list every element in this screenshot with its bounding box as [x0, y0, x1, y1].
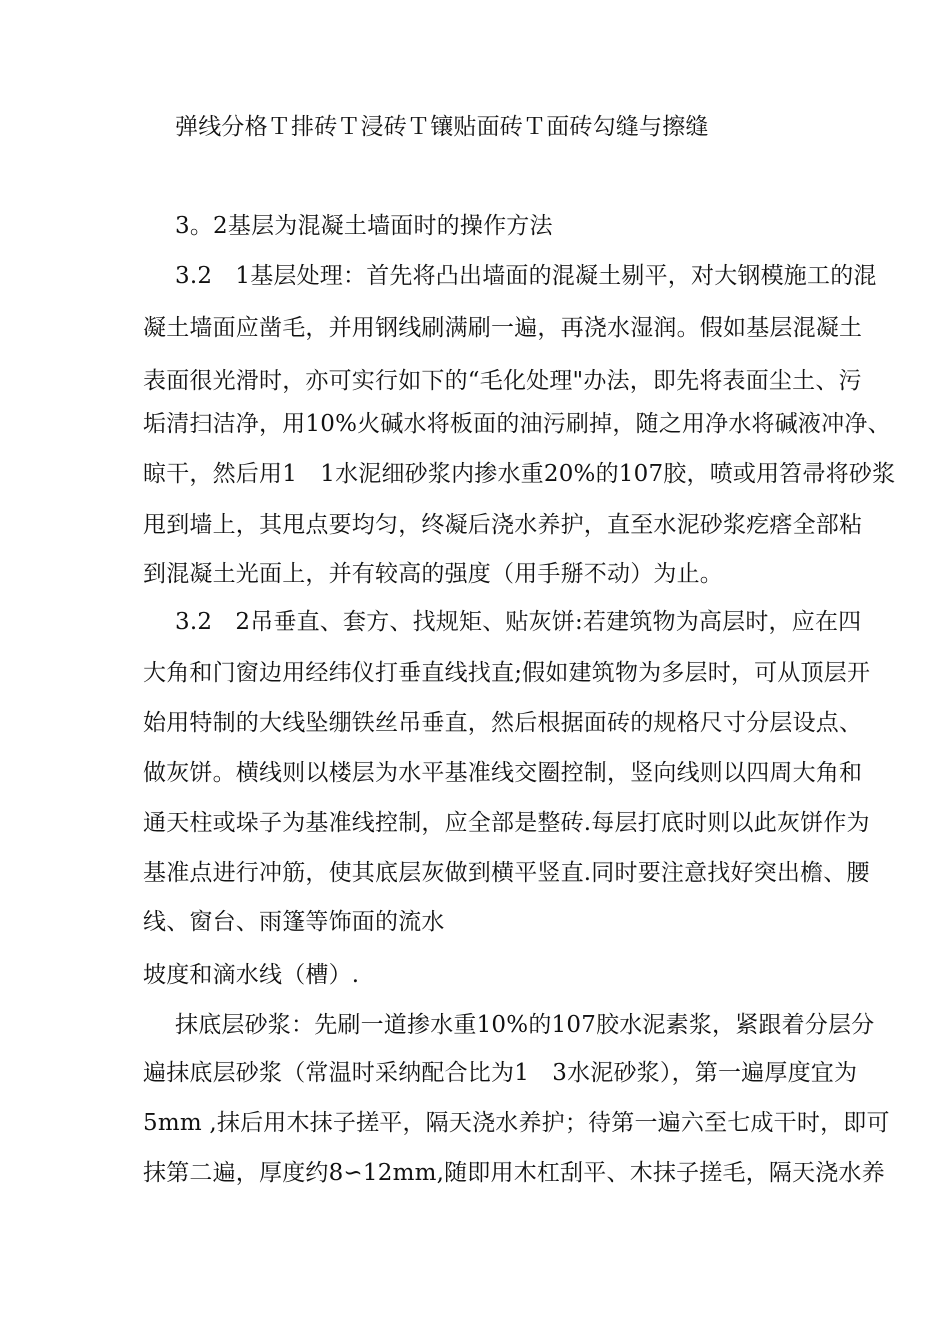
- paragraph-3-2-1-line: 到混凝土光面上，并有较高的强度（用手掰不动）为止。: [143, 561, 723, 587]
- section-heading: 3。2基层为混凝土墙面时的操作方法: [175, 213, 553, 239]
- paragraph-3-2-2-line: 始用特制的大线坠绷铁丝吊垂直，然后根据面砖的规格尺寸分层设点、: [143, 710, 863, 736]
- paragraph-3-2-1-line: 晾干，然后用1 1水泥细砂浆内掺水重20%的107胶，喷或用笤帚将砂浆: [143, 461, 896, 487]
- paragraph-3-2-2-line: 通天柱或垛子为基准线控制，应全部是整砖.每层打底时则以此灰饼作为: [143, 810, 870, 836]
- paragraph-3-2-1-line: 垢清扫洁净，用10%火碱水将板面的油污刷掉，随之用净水将碱液冲净、: [143, 411, 891, 437]
- paragraph-3-2-2-line: 3.2 2吊垂直、套方、找规矩、贴灰饼:若建筑物为高层时，应在四: [175, 609, 862, 635]
- base-mortar-paragraph-line: 遍抹底层砂浆（常温时采纳配合比为1 3水泥砂浆），第一遍厚度宜为: [143, 1060, 858, 1086]
- base-mortar-paragraph-line: 抹底层砂浆：先刷一道掺水重10%的107胶水泥素浆，紧跟着分层分: [175, 1012, 875, 1038]
- base-mortar-paragraph-line: 5mm ,抹后用木抹子搓平，隔天浇水养护；待第一遍六至七成干时，即可: [143, 1110, 890, 1136]
- paragraph-3-2-1-line: 甩到墙上，其甩点要均匀，终凝后浇水养护，直至水泥砂浆疙瘩全部粘: [143, 512, 863, 538]
- paragraph-3-2-2-line: 基准点进行冲筋，使其底层灰做到横平竖直.同时要注意找好突出檐、腰: [143, 860, 870, 886]
- paragraph-3-2-1-line: 3.2 1基层处理：首先将凸出墙面的混凝土剔平，对大钢模施工的混: [175, 263, 877, 289]
- paragraph-3-2-2-line: 做灰饼。横线则以楼层为水平基准线交圈控制，竖向线则以四周大角和: [143, 760, 863, 786]
- process-flow-line: 弹线分格Ｔ排砖Ｔ浸砖Ｔ镶贴面砖Ｔ面砖勾缝与擦缝: [175, 114, 709, 140]
- paragraph-3-2-2-line: 坡度和滴水线（槽）.: [143, 962, 360, 988]
- paragraph-3-2-1-line: 凝土墙面应凿毛，并用钢线刷满刷一遍，再浇水湿润。假如基层混凝土: [143, 315, 863, 341]
- base-mortar-paragraph-line: 抹第二遍，厚度约8∽12mm,随即用木杠刮平、木抹子搓毛，隔天浇水养: [143, 1160, 885, 1186]
- paragraph-3-2-2-line: 线、窗台、雨篷等饰面的流水: [143, 909, 445, 935]
- paragraph-3-2-2-line: 大角和门窗边用经纬仪打垂直线找直;假如建筑物为多层时，可从顶层开: [143, 660, 871, 686]
- paragraph-3-2-1-line: 表面很光滑时，亦可实行如下的“毛化处理"办法，即先将表面尘土、污: [143, 368, 862, 394]
